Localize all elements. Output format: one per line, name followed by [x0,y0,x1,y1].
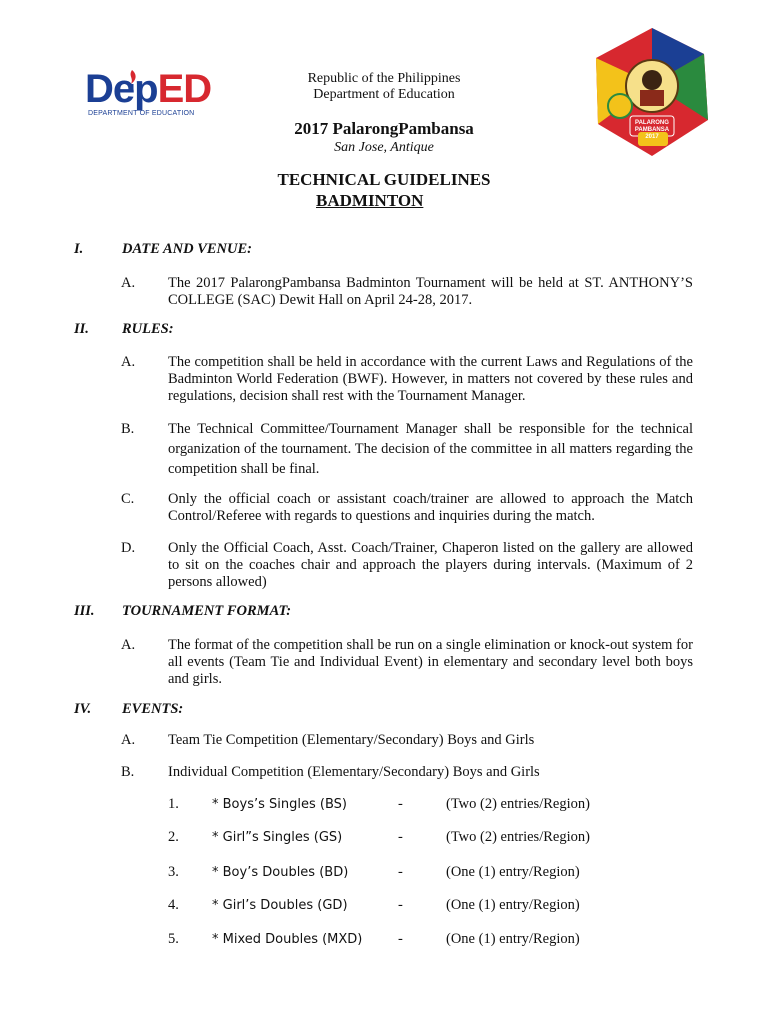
section-title: DATE AND VENUE: [122,241,252,257]
palaro-emblem [592,24,712,160]
event-dash: - [398,829,403,845]
section-2-item-c [121,491,693,525]
section-title: EVENTS: [122,701,184,717]
section-2-item-a [121,354,693,405]
section-title: TOURNAMENT FORMAT: [122,603,292,619]
section-number: I. [74,241,84,257]
section-1-heading [74,241,252,258]
section-2-item-b [121,419,693,479]
event-entries: (One (1) entry/Region) [446,931,580,947]
event-dash: - [398,864,403,880]
document-title: TECHNICAL GUIDELINES [277,170,491,189]
item-mark: D. [121,540,136,556]
event-name: * Boy’s Doubles (BD) [212,865,349,880]
item-text: The 2017 PalarongPambansa Badminton Tournament will be held at ST. ANTHONY’S COLLEGE (SAC) Dewit Hall on April 24-28, 2017. [168,275,693,308]
section-2-heading [74,321,174,338]
event-entries: (One (1) entry/Region) [446,897,580,913]
item-text: The competition shall be held in accordance with the current Laws and Regulations of the Badminton World Federation (BWF). However, in matters not covered by these rules and regulations, decision shall rest with the Tournament Manager. [168,354,693,404]
item-mark: A. [121,637,136,653]
item-text: Only the Official Coach, Asst. Coach/Trainer, Chaperon listed on the gallery are allowed to sit on the coaches chair and approach the players during intervals. (Maximum of 2 persons allowed) [168,540,693,590]
section-4-item-a [121,732,693,749]
event-dash: - [398,931,403,947]
section-3-heading [74,603,292,620]
event-number: 1. [168,796,179,812]
item-mark: C. [121,491,135,507]
item-text: The format of the competition shall be run on a single elimination or knock-out system for all events (Team Tie and Individual Event) in elementary and secondary level both boys and girls. [168,637,693,687]
item-mark: B. [121,764,135,780]
event-number: 4. [168,897,179,913]
section-title: RULES: [122,321,174,337]
section-4-heading [74,701,184,718]
palaro-emblem-text: PALARONG PAMBANSA 2017 [634,120,670,140]
item-text: Individual Competition (Elementary/Secondary) Boys and Girls [168,764,540,780]
event-number: 2. [168,829,179,845]
item-mark: A. [121,732,136,748]
deped-logo [82,62,212,124]
item-text: Team Tie Competition (Elementary/Secondary) Boys and Girls [168,732,535,748]
event-name: * Girl”s Singles (GS) [212,830,343,845]
deped-logo-subtext: DEPARTMENT OF EDUCATION [88,110,195,117]
event-entries: (One (1) entry/Region) [446,864,580,880]
event-number: 5. [168,931,179,947]
item-mark: A. [121,275,136,291]
section-1-item-a [121,275,693,309]
event-name: * Girl’s Doubles (GD) [212,898,348,913]
deped-logo-text: DepED [85,67,212,111]
section-3-item-a [121,637,693,688]
event-name: * Boys’s Singles (BS) [212,797,347,812]
section-number: IV. [74,701,92,717]
event-dash: - [398,897,403,913]
event-entries: (Two (2) entries/Region) [446,796,590,812]
event-name: * Mixed Doubles (MXD) [212,932,363,947]
section-4-item-b [121,764,693,781]
section-number: II. [74,321,89,337]
sport-title: BADMINTON [316,191,424,210]
republic-line: Republic of the Philippines [307,71,461,86]
item-text: Only the official coach or assistant coach/trainer are allowed to approach the Match Control/Referee with regards to questions and inquiries during the match. [168,491,693,524]
department-line: Department of Education [313,87,455,102]
event-location: San Jose, Antique [334,140,434,155]
section-number: III. [74,603,95,619]
section-2-item-d [121,540,693,591]
item-text: The Technical Committee/Tournament Manager shall be responsible for the technical organization of the tournament. The decision of the committee in all matters regarding the competition shall be final. [168,421,693,477]
event-number: 3. [168,864,179,880]
event-entries: (Two (2) entries/Region) [446,829,590,845]
event-title: 2017 PalarongPambansa [294,119,474,138]
item-mark: B. [121,421,135,437]
event-dash: - [398,796,403,812]
item-mark: A. [121,354,136,370]
